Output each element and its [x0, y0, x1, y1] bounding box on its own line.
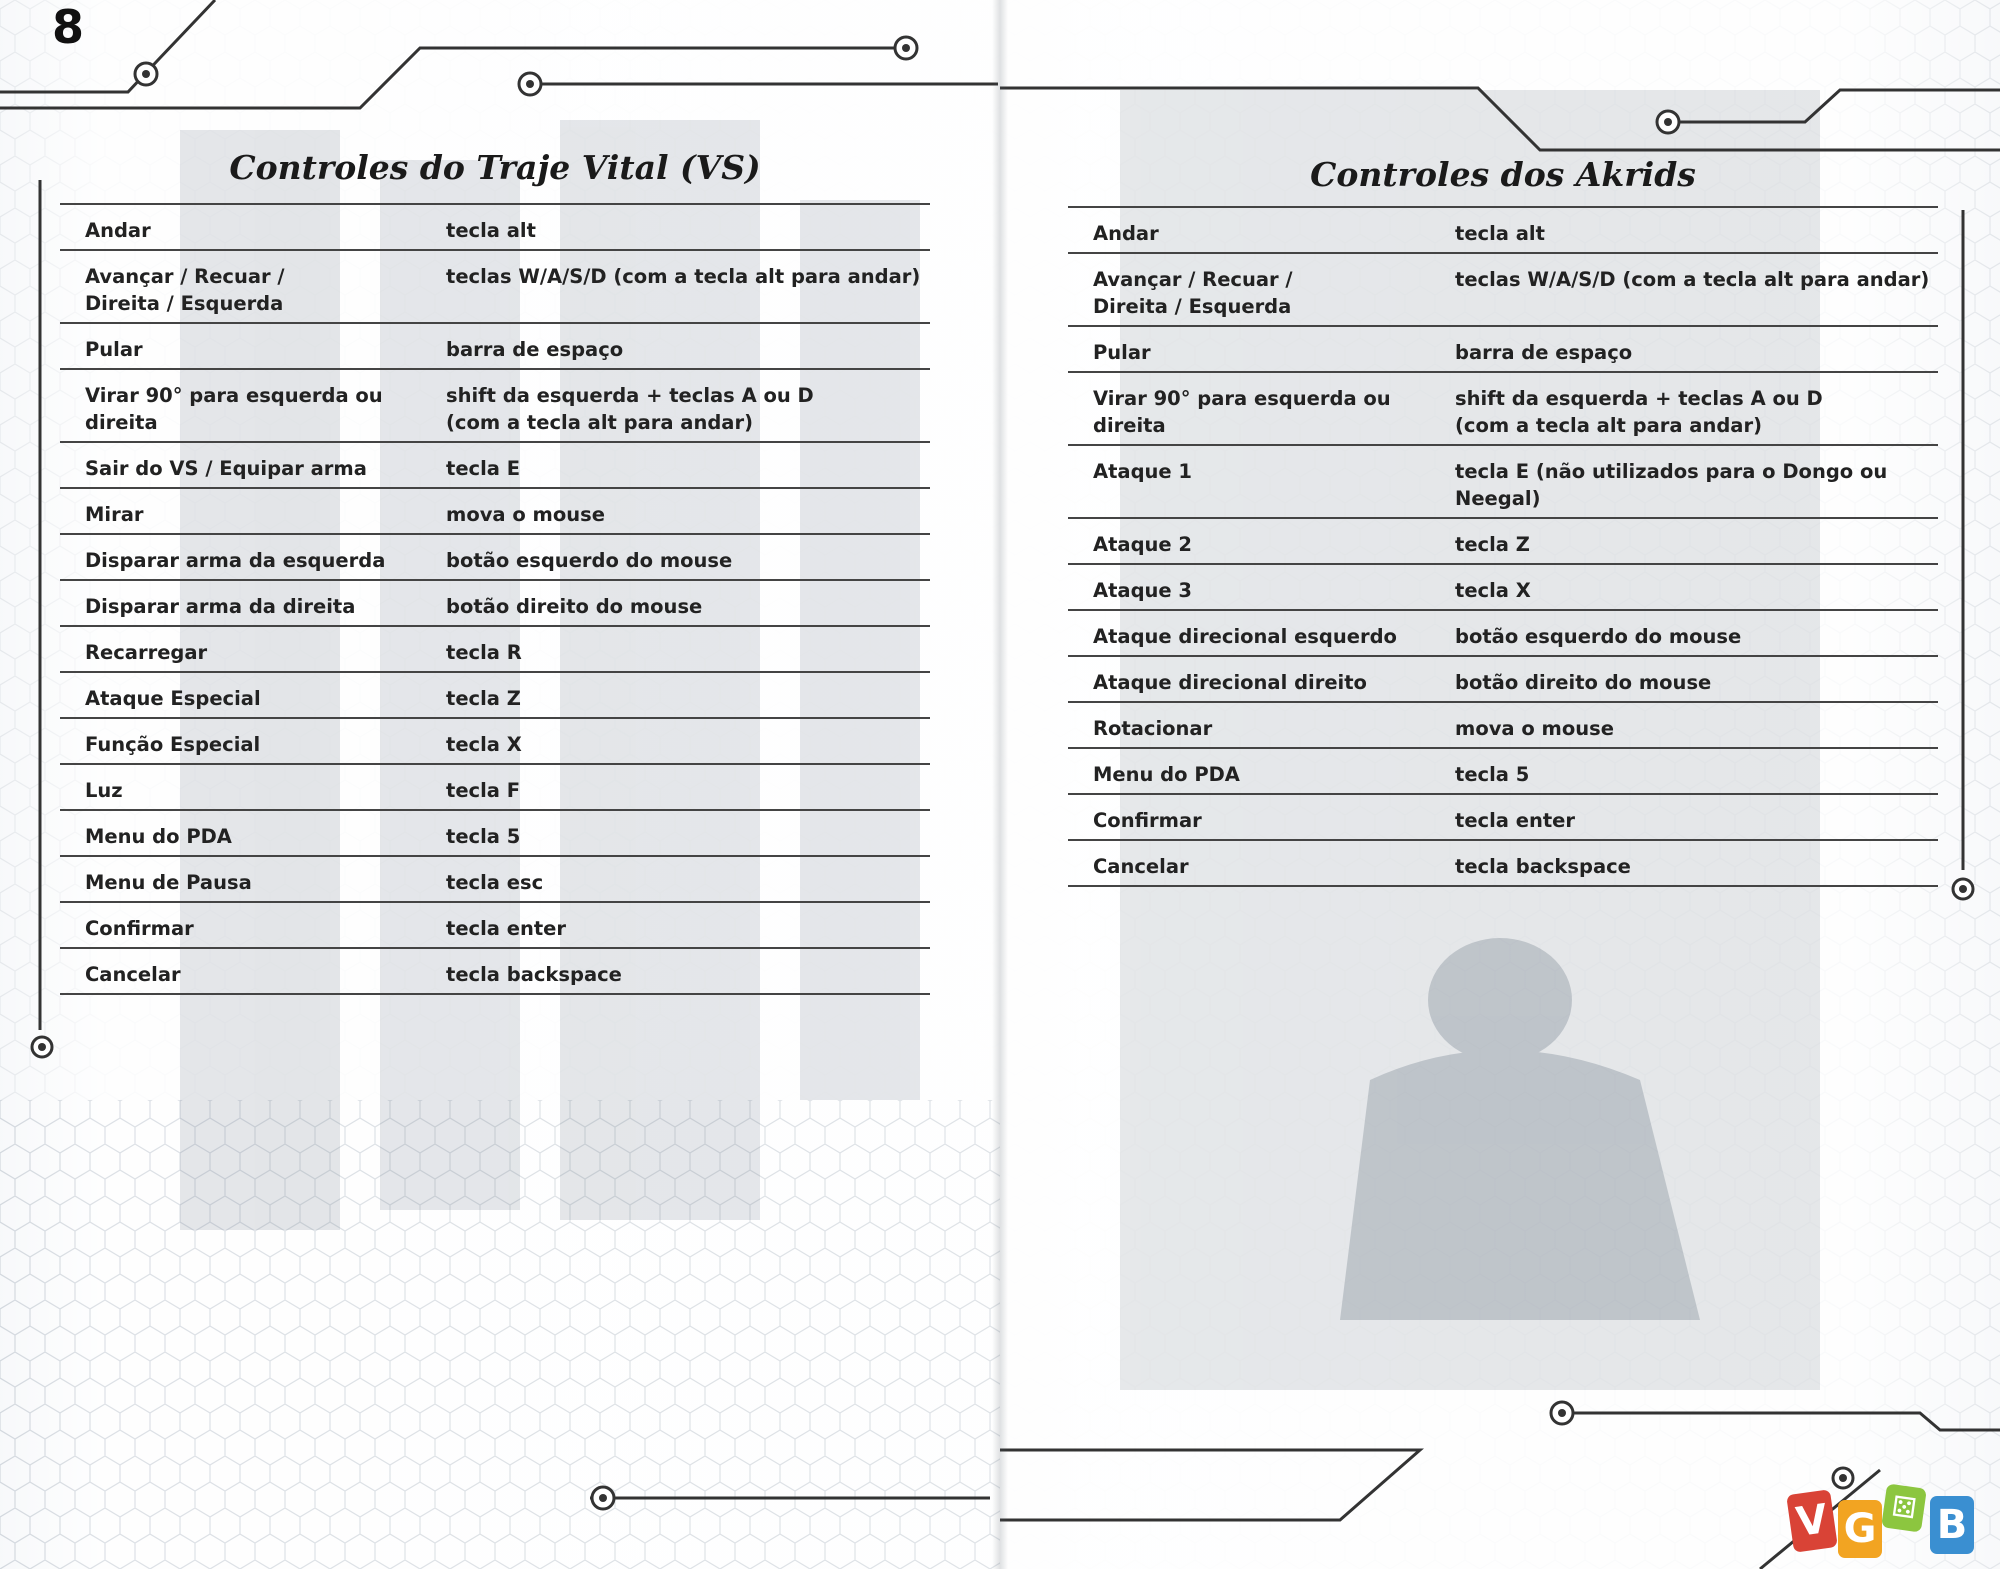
control-action: Sair do VS / Equipar arma — [60, 442, 446, 488]
control-action: Ataque 1 — [1068, 445, 1455, 518]
control-key: tecla backspace — [1455, 840, 1938, 886]
control-row — [60, 204, 930, 250]
section-title-akrids: Controles dos Akrids — [1310, 155, 1696, 194]
control-action: Menu de Pausa — [60, 856, 446, 902]
control-row — [60, 902, 930, 948]
control-key: tecla E — [446, 442, 930, 488]
control-key: shift da esquerda + teclas A ou D (com a tecla alt para andar) — [1455, 372, 1938, 445]
control-action: Recarregar — [60, 626, 446, 672]
control-key: botão esquerdo do mouse — [446, 534, 930, 580]
control-key: mova o mouse — [446, 488, 930, 534]
control-key: tecla Z — [446, 672, 930, 718]
control-action: Andar — [60, 204, 446, 250]
controls-table-traje-vital — [60, 203, 930, 995]
control-row — [60, 626, 930, 672]
control-action: Andar — [1068, 207, 1455, 253]
control-key: botão direito do mouse — [446, 580, 930, 626]
page-number: 8 — [52, 0, 85, 54]
control-key: tecla X — [446, 718, 930, 764]
control-row — [60, 948, 930, 994]
control-row — [1068, 656, 1938, 702]
control-action: Ataque 2 — [1068, 518, 1455, 564]
control-action: Avançar / Recuar / Direita / Esquerda — [1068, 253, 1455, 326]
control-action: Virar 90° para esquerda ou direita — [1068, 372, 1455, 445]
control-key: tecla 5 — [446, 810, 930, 856]
control-row — [1068, 794, 1938, 840]
control-row — [1068, 564, 1938, 610]
control-row — [1068, 207, 1938, 253]
control-key: tecla backspace — [446, 948, 930, 994]
control-key: botão direito do mouse — [1455, 656, 1938, 702]
control-action: Avançar / Recuar / Direita / Esquerda — [60, 250, 446, 323]
control-row — [60, 810, 930, 856]
control-row — [60, 580, 930, 626]
control-row — [60, 672, 930, 718]
right-page — [1000, 0, 2000, 1569]
vgb-letter-g: G — [1838, 1500, 1882, 1558]
control-action: Disparar arma da direita — [60, 580, 446, 626]
control-row — [60, 718, 930, 764]
control-action: Ataque direcional esquerdo — [1068, 610, 1455, 656]
control-action: Confirmar — [1068, 794, 1455, 840]
control-key: tecla F — [446, 764, 930, 810]
control-action: Função Especial — [60, 718, 446, 764]
control-row — [60, 764, 930, 810]
control-row — [60, 369, 930, 442]
book-spine-fold — [992, 0, 1008, 1569]
control-key: tecla alt — [1455, 207, 1938, 253]
control-key: mova o mouse — [1455, 702, 1938, 748]
vgb-dice-icon: ⚄ — [1881, 1483, 1927, 1532]
control-key: shift da esquerda + teclas A ou D (com a tecla alt para andar) — [446, 369, 930, 442]
vgb-letter-b: B — [1930, 1496, 1974, 1554]
control-action: Cancelar — [1068, 840, 1455, 886]
control-action: Ataque Especial — [60, 672, 446, 718]
control-key: tecla enter — [446, 902, 930, 948]
control-row — [60, 534, 930, 580]
control-row — [1068, 518, 1938, 564]
control-action: Ataque 3 — [1068, 564, 1455, 610]
control-action: Menu do PDA — [1068, 748, 1455, 794]
section-title-traje-vital: Controles do Traje Vital (VS) — [229, 148, 761, 187]
vgb-letter-v: V — [1786, 1489, 1838, 1553]
control-action: Mirar — [60, 488, 446, 534]
control-action: Virar 90° para esquerda ou direita — [60, 369, 446, 442]
control-key: tecla X — [1455, 564, 1938, 610]
control-row — [1068, 372, 1938, 445]
control-key: barra de espaço — [1455, 326, 1938, 372]
control-row — [60, 250, 930, 323]
control-key: tecla alt — [446, 204, 930, 250]
control-action: Luz — [60, 764, 446, 810]
control-key: botão esquerdo do mouse — [1455, 610, 1938, 656]
control-action: Pular — [1068, 326, 1455, 372]
control-action: Rotacionar — [1068, 702, 1455, 748]
control-row — [60, 856, 930, 902]
control-key: tecla 5 — [1455, 748, 1938, 794]
control-row — [1068, 840, 1938, 886]
control-action: Cancelar — [60, 948, 446, 994]
control-key: barra de espaço — [446, 323, 930, 369]
control-row — [60, 323, 930, 369]
control-row — [1068, 326, 1938, 372]
control-row — [60, 442, 930, 488]
control-key: tecla Z — [1455, 518, 1938, 564]
control-row — [1068, 748, 1938, 794]
control-action: Confirmar — [60, 902, 446, 948]
vgb-watermark-logo — [1790, 1480, 1990, 1562]
control-key: teclas W/A/S/D (com a tecla alt para andar) — [446, 250, 930, 323]
control-row — [60, 488, 930, 534]
control-key: tecla R — [446, 626, 930, 672]
control-action: Ataque direcional direito — [1068, 656, 1455, 702]
control-row — [1068, 253, 1938, 326]
control-action: Menu do PDA — [60, 810, 446, 856]
controls-table-akrids — [1068, 206, 1938, 887]
control-action: Disparar arma da esquerda — [60, 534, 446, 580]
control-key: teclas W/A/S/D (com a tecla alt para andar) — [1455, 253, 1938, 326]
control-key: tecla esc — [446, 856, 930, 902]
control-row — [1068, 445, 1938, 518]
control-key: tecla E (não utilizados para o Dongo ou Neegal) — [1455, 445, 1938, 518]
control-row — [1068, 610, 1938, 656]
control-row — [1068, 702, 1938, 748]
control-action: Pular — [60, 323, 446, 369]
control-key: tecla enter — [1455, 794, 1938, 840]
